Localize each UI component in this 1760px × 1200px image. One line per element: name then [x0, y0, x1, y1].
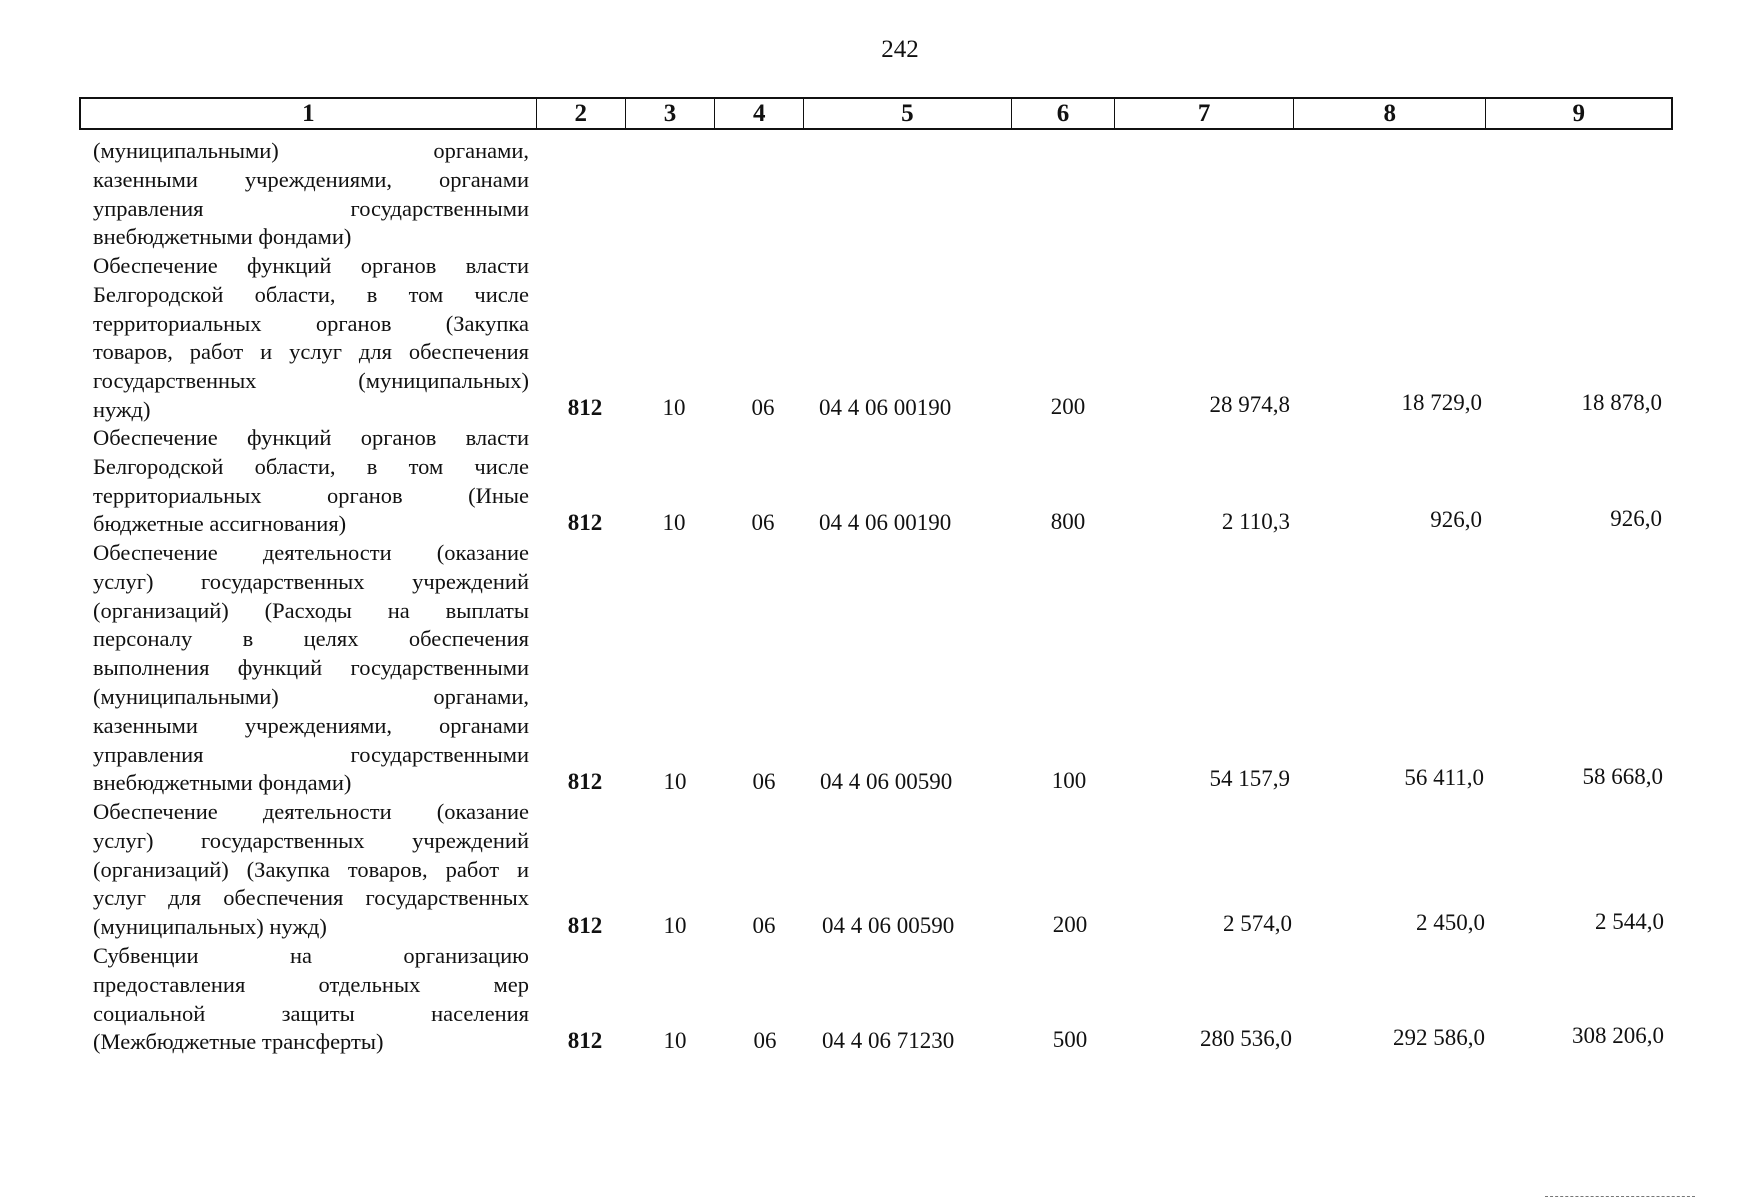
cell-col-9: 2 544,0	[1595, 909, 1664, 934]
description-line: услуг для обеспечения государственных	[93, 885, 529, 911]
description-line: Белгородской области, в том числе	[93, 281, 529, 307]
header-cell-1: 1	[81, 99, 537, 128]
row-description	[93, 424, 529, 539]
header-cell-9: 9	[1572, 100, 1585, 127]
cell-col-2: 812	[567, 913, 603, 938]
cell-col-5: 04 4 06 00190	[819, 510, 952, 535]
description-line: (организаций) (Закупка товаров, работ и	[93, 856, 529, 882]
description-line: Субвенции на организацию	[93, 943, 529, 968]
description-line: казенными учреждениями, органами	[93, 712, 529, 738]
description-line: государственных (муниципальных)	[93, 368, 529, 394]
page-number: 242	[881, 36, 919, 63]
cell-col-5: 04 4 06 00590	[820, 769, 953, 794]
cell-col-3: 10	[662, 395, 686, 420]
description-line: персоналу в целях обеспечения	[93, 626, 529, 652]
description-line: нужд)	[93, 396, 151, 422]
cell-col-4: 06	[751, 510, 775, 535]
cell-col-9: 926,0	[1610, 506, 1662, 531]
cell-col-3: 10	[663, 913, 687, 938]
cell-col-3: 10	[663, 769, 687, 794]
cell-col-8: 56 411,0	[1404, 765, 1484, 790]
cell-col-8: 18 729,0	[1401, 390, 1482, 415]
cell-col-5: 04 4 06 00190	[819, 395, 952, 420]
description-line: (Межбюджетные трансферты)	[93, 1029, 384, 1055]
cell-col-6: 500	[1052, 1027, 1088, 1052]
cell-col-5: 04 4 06 71230	[822, 1028, 955, 1053]
cell-col-7: 2 110,3	[1221, 509, 1290, 534]
description-line: выполнения функций государственными	[93, 655, 529, 681]
description-line: управления государственными	[93, 741, 529, 767]
header-cell-7: 7	[1115, 99, 1294, 128]
description-line: товаров, работ и услуг для обеспечения	[93, 339, 529, 365]
header-cell-3: 3	[626, 99, 716, 128]
cell-col-3: 10	[663, 1028, 687, 1053]
row-description	[93, 942, 529, 1057]
cell-col-9: 18 878,0	[1581, 390, 1662, 415]
description-line: Обеспечение деятельности (оказание	[93, 799, 529, 824]
cell-col-4: 06	[753, 1028, 777, 1053]
description-line: бюджетные ассигнования)	[93, 511, 347, 537]
cell-col-4: 06	[752, 769, 776, 794]
cell-col-4: 06	[751, 395, 775, 420]
description-line: (муниципальных) нужд)	[93, 914, 327, 940]
header-cell-8: 8	[1294, 99, 1487, 128]
cell-col-2: 812	[567, 395, 603, 420]
cell-col-7: 28 974,8	[1209, 392, 1290, 417]
header-cell-2: 2	[537, 99, 626, 128]
description-line: (муниципальными) органами,	[93, 683, 529, 709]
cell-col-8: 926,0	[1430, 507, 1482, 532]
cell-col-8: 292 586,0	[1393, 1025, 1485, 1050]
description-line: (организаций) (Расходы на выплаты	[93, 597, 529, 623]
cell-col-9: 58 668,0	[1582, 764, 1663, 789]
cell-col-6: 800	[1050, 509, 1086, 534]
description-line: услуг) государственных учреждений	[93, 827, 529, 853]
cell-col-7: 2 574,0	[1223, 911, 1292, 936]
row-description	[93, 539, 529, 798]
description-line: внебюджетными фондами)	[93, 770, 352, 796]
cell-col-5: 04 4 06 00590	[822, 913, 955, 938]
header-cell-4: 4	[715, 99, 804, 128]
cell-col-4: 06	[752, 913, 776, 938]
description-line: (муниципальными) органами,	[93, 138, 529, 163]
description-line: Обеспечение деятельности (оказание	[93, 540, 529, 565]
row-description	[93, 252, 529, 425]
description-line: социальной защиты населения	[93, 1000, 529, 1026]
cell-col-6: 100	[1051, 768, 1087, 793]
row-description	[93, 798, 529, 942]
description-line: внебюджетными фондами)	[93, 224, 352, 250]
description-line: Обеспечение функций органов власти	[93, 253, 529, 278]
footer-rule	[1545, 1196, 1695, 1197]
header-cell-5: 5	[804, 99, 1011, 128]
cell-col-6: 200	[1050, 394, 1086, 419]
header-cell-6: 6	[1012, 99, 1116, 128]
cell-col-2: 812	[567, 1028, 603, 1053]
row-description	[93, 137, 529, 252]
description-line: казенными учреждениями, органами	[93, 166, 529, 192]
cell-col-9: 308 206,0	[1572, 1023, 1664, 1048]
description-line: Белгородской области, в том числе	[93, 453, 529, 479]
cell-col-2: 812	[567, 510, 603, 535]
description-line: территориальных органов (Иные	[93, 482, 529, 508]
description-line: услуг) государственных учреждений	[93, 568, 529, 594]
cell-col-7: 54 157,9	[1209, 766, 1290, 791]
description-line: управления государственными	[93, 195, 529, 221]
description-line: территориальных органов (Закупка	[93, 310, 529, 336]
description-line: Обеспечение функций органов власти	[93, 425, 529, 450]
description-line: предоставления отдельных мер	[93, 971, 529, 997]
cell-col-8: 2 450,0	[1416, 910, 1485, 935]
table-header-row	[79, 97, 1673, 130]
cell-col-7: 280 536,0	[1200, 1026, 1292, 1051]
cell-col-3: 10	[662, 510, 686, 535]
cell-col-2: 812	[567, 769, 603, 794]
cell-col-6: 200	[1052, 912, 1088, 937]
